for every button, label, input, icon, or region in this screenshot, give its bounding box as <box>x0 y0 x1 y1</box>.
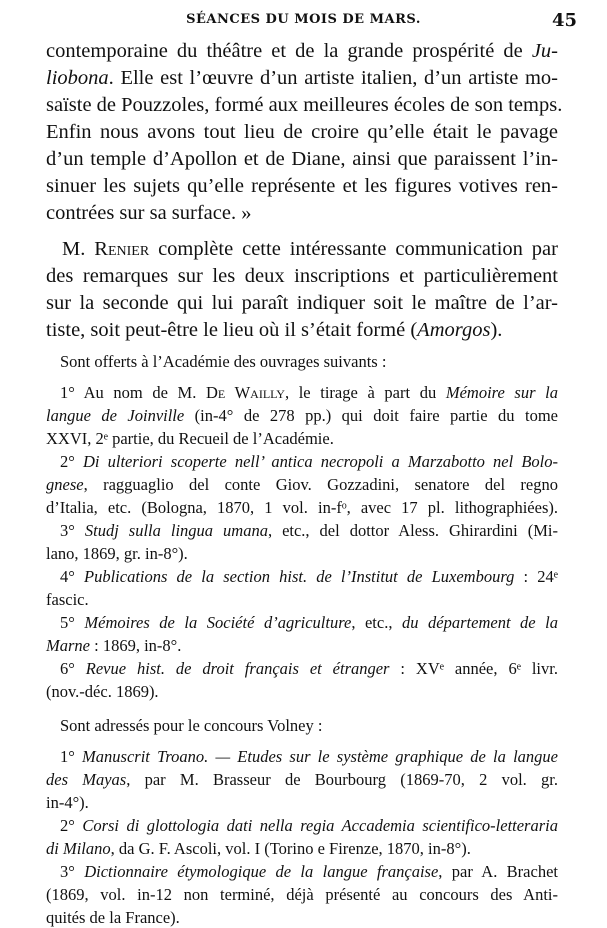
text-run: XXVI, 2ᵉ partie, du Recueil de l’Académie. <box>46 429 334 448</box>
text-run: : XVᵉ année, 6ᵉ livr. <box>389 659 558 678</box>
italic-text: Revue hist. de droit français et étranger <box>85 659 390 678</box>
text-line <box>46 148 558 171</box>
text-run: d’un temple d’Apollon et de Diane, ainsi que paraissent l’in- <box>46 148 558 170</box>
text-run: sinuer les sujets qu’elle représente et les figures votives ren- <box>46 175 558 197</box>
text-line <box>46 770 558 790</box>
small-caps-text: De Wailly <box>206 383 285 402</box>
text-run: (1869, vol. in-12 non terminé, déjà présenté au concours des Anti- <box>46 885 558 904</box>
page-number: 45 <box>551 10 577 31</box>
text-line <box>46 793 558 813</box>
text-run: 4° <box>60 567 84 586</box>
text-run: 6° <box>60 659 86 678</box>
text-run: : 24ᵉ <box>514 567 558 586</box>
text-line <box>46 429 558 449</box>
text-run: (in-4° de 278 pp.) qui doit faire partie du tome <box>184 406 558 425</box>
text-line <box>46 682 558 702</box>
italic-text: Corsi di glottologia dati nella regia Accademia scientifico-letteraria <box>82 816 558 835</box>
text-line <box>46 40 558 63</box>
text-run: , etc., <box>351 613 403 632</box>
text-line <box>46 908 558 928</box>
text-run: contrées sur sa surface. » <box>46 202 252 224</box>
text-run: 3° <box>60 521 85 540</box>
text-run: 1° <box>60 747 83 766</box>
text-line <box>60 567 558 587</box>
text-run: , etc., del dottor Aless. Ghirardini (Mi- <box>267 521 558 540</box>
text-line <box>46 590 558 610</box>
text-line <box>46 636 558 656</box>
text-run: , ragguaglio del conte Giov. Gozzadini, senatore del regno <box>83 475 558 494</box>
italic-text: langue de Joinville <box>46 406 185 425</box>
text-line <box>46 406 558 426</box>
text-line <box>46 319 558 342</box>
text-line <box>46 121 558 144</box>
page-header <box>0 10 607 34</box>
text-run: des remarques sur les deux inscriptions et particulièrement <box>46 265 558 287</box>
text-run: in-4°). <box>46 793 89 812</box>
small-caps-text: Renier <box>94 238 150 260</box>
italic-text: Publications de la section hist. de l’Institut de Luxembourg <box>84 567 515 586</box>
text-run: 2° <box>60 452 83 471</box>
text-run: fascic. <box>46 590 89 609</box>
running-title: SÉANCES DU MOIS DE MARS. <box>186 12 421 27</box>
italic-text: Ju- <box>531 40 558 62</box>
italic-text: di Milano <box>46 839 111 858</box>
text-line <box>46 265 558 288</box>
italic-text: Di ulteriori scoperte nell’ antica necropoli a Marzabotto nel Bolo- <box>83 452 558 471</box>
italic-text: Mémoire sur la <box>445 383 558 402</box>
italic-text: Marne <box>46 636 90 655</box>
concours-heading: Sont adressés pour le concours Volney : <box>60 716 323 735</box>
italic-text: Amorgos <box>417 319 491 341</box>
text-run: saïste de Pouzzoles, formé aux meilleures écoles de son temps. <box>46 94 563 116</box>
text-line <box>46 544 558 564</box>
italic-text: gnese <box>46 475 84 494</box>
text-run: M. <box>62 238 95 260</box>
text-run: 2° <box>60 816 83 835</box>
italic-text: Studj sulla lingua umana <box>84 521 268 540</box>
text-run: ). <box>490 319 503 341</box>
text-line <box>60 862 558 882</box>
text-run: tiste, soit peut-être le lieu où il s’était formé ( <box>46 319 418 341</box>
italic-text: liobona <box>46 67 109 89</box>
text-run: Enfin nous avons tout lieu de croire qu’elle était le pavage <box>46 121 558 143</box>
text-line <box>46 498 558 518</box>
text-line <box>60 383 558 403</box>
text-line <box>60 452 558 472</box>
italic-text: de la Société d’agriculture <box>149 613 352 632</box>
italic-text: Dictionnaire étymologique de la langue française <box>84 862 439 881</box>
text-run: 1° Au nom de M. <box>60 383 206 402</box>
text-line <box>46 885 558 905</box>
text-line <box>46 475 558 495</box>
text-line <box>60 747 558 767</box>
text-line <box>46 94 563 117</box>
text-line <box>62 238 558 261</box>
text-run: lano, 1869, gr. in-8°). <box>46 544 188 563</box>
text-line <box>60 659 558 679</box>
text-line <box>46 839 558 859</box>
italic-text: Mémoires <box>84 613 150 632</box>
text-line <box>60 521 558 541</box>
text-run: (nov.-déc. 1869). <box>46 682 159 701</box>
italic-text: des Mayas <box>46 770 127 789</box>
text-run: , par A. Brachet <box>438 862 558 881</box>
text-run: d’Italia, etc. (Bologna, 1870, 1 vol. in-fᵒ, avec 17 pl. lithographiées). <box>46 498 558 517</box>
offerts-heading: Sont offerts à l’Académie des ouvrages suivants : <box>60 352 387 371</box>
italic-text: Manuscrit Troano. — Etudes sur le système graphique de la langue <box>82 747 558 766</box>
text-line <box>46 202 558 225</box>
text-run: 5° <box>60 613 85 632</box>
italic-text: du département de la <box>402 613 559 632</box>
text-run: contemporaine du théâtre et de la grande prospérité de <box>46 40 532 62</box>
text-run: complète cette intéressante communication par <box>149 238 558 260</box>
text-run: 3° <box>60 862 85 881</box>
text-run: , le tirage à part du <box>284 383 446 402</box>
text-run: . Elle est l’œuvre d’un artiste italien, d’un artiste mo- <box>108 67 558 89</box>
text-line <box>46 292 558 315</box>
text-run: quités de la France). <box>46 908 180 927</box>
text-line <box>60 613 558 633</box>
text-run: sur la seconde qui lui paraît indiquer soit le maître de l’ar- <box>46 292 558 314</box>
text-run: , par M. Brasseur de Bourbourg (1869-70, 2 vol. gr. <box>126 770 558 789</box>
text-line <box>46 175 558 198</box>
text-run: : 1869, in-8°. <box>90 636 182 655</box>
text-run: , da G. F. Ascoli, vol. I (Torino e Firenze, 1870, in-8°). <box>110 839 471 858</box>
text-line <box>46 67 558 90</box>
text-line <box>60 816 558 836</box>
